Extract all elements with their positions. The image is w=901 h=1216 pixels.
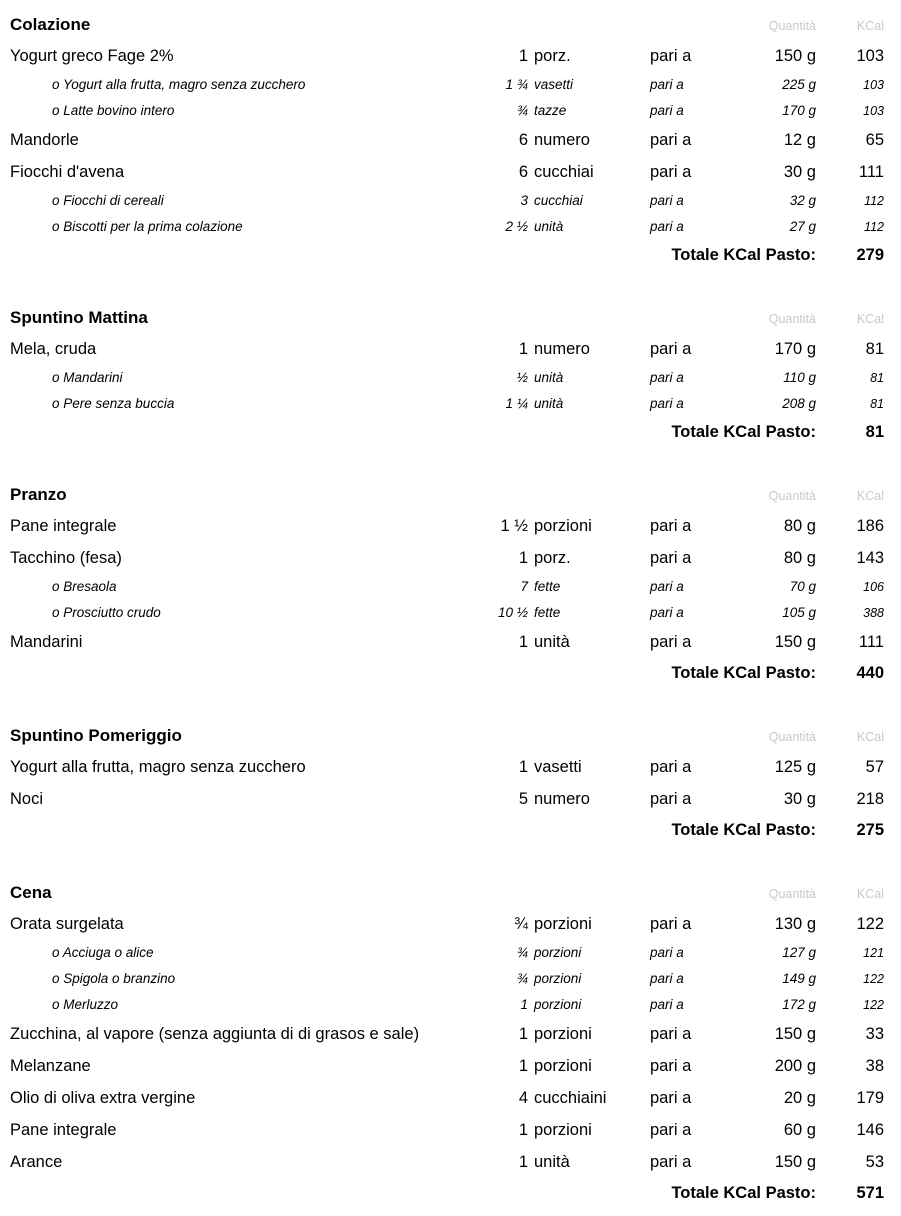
- food-row: [0, 1114, 901, 1146]
- alternative-name: o Prosciutto crudo: [52, 605, 161, 620]
- food-alternative-row: [0, 966, 901, 992]
- food-kcal: 122: [856, 915, 884, 933]
- food-alternative-row: [0, 574, 901, 600]
- food-grams: 80 g: [783, 549, 816, 567]
- food-unit: unità: [534, 633, 570, 651]
- meal-header-row: [0, 303, 901, 333]
- alternative-name: o Latte bovino intero: [52, 103, 175, 118]
- food-quantity: 1: [518, 1025, 528, 1043]
- meal-header-row: [0, 10, 901, 40]
- food-row: [0, 1082, 901, 1114]
- food-alternative-row: [0, 940, 901, 966]
- meal-total-label: Totale KCal Pasto:: [671, 1184, 816, 1202]
- equals-label: pari a: [650, 790, 692, 808]
- alternative-kcal: 388: [863, 606, 884, 620]
- food-alternative-row: [0, 188, 901, 214]
- food-row: [0, 751, 901, 783]
- food-quantity: 4: [518, 1089, 528, 1107]
- alternative-kcal: 81: [870, 371, 884, 385]
- alternative-unit: porzioni: [534, 997, 582, 1012]
- food-unit: numero: [534, 340, 590, 358]
- food-alternative-row: [0, 600, 901, 626]
- food-quantity: 6: [518, 131, 528, 149]
- alternative-quantity: 7: [520, 579, 528, 594]
- alternative-name: o Yogurt alla frutta, magro senza zucchero: [52, 77, 306, 92]
- alternative-quantity: 1 ¼: [505, 396, 528, 411]
- food-name: Pane integrale: [10, 517, 117, 535]
- equals-label: pari a: [650, 103, 684, 118]
- meal-total-value: 275: [856, 821, 884, 839]
- meal-title: Colazione: [10, 15, 91, 34]
- food-name: Yogurt alla frutta, magro senza zucchero: [10, 758, 306, 776]
- equals-label: pari a: [650, 1089, 692, 1107]
- alternative-unit: fette: [534, 579, 561, 594]
- meal-total-label: Totale KCal Pasto:: [671, 423, 816, 441]
- meal-total-row: [0, 417, 901, 455]
- food-name: Yogurt greco Fage 2%: [10, 47, 174, 65]
- equals-label: pari a: [650, 633, 692, 651]
- alternative-unit: unità: [534, 370, 564, 385]
- food-quantity: 1: [518, 549, 528, 567]
- alternative-kcal: 106: [863, 580, 884, 594]
- alternative-grams: 32 g: [789, 193, 816, 208]
- equals-label: pari a: [650, 517, 692, 535]
- equals-label: pari a: [650, 219, 684, 234]
- food-name: Melanzane: [10, 1057, 91, 1075]
- food-quantity: 1: [518, 1057, 528, 1075]
- column-header-quantita: Quantità: [768, 312, 816, 326]
- meal-title: Spuntino Mattina: [10, 308, 148, 327]
- meal-total-row: [0, 1178, 901, 1216]
- food-kcal: 57: [865, 758, 884, 776]
- food-unit: porz.: [534, 549, 571, 567]
- food-row: [0, 124, 901, 156]
- meal-total-value: 81: [865, 423, 884, 441]
- alternative-grams: 127 g: [782, 945, 816, 960]
- food-row: [0, 542, 901, 574]
- alternative-quantity: ¾: [516, 103, 528, 118]
- alternative-grams: 170 g: [782, 103, 816, 118]
- food-alternative-row: [0, 98, 901, 124]
- food-name: Mandarini: [10, 633, 83, 651]
- food-grams: 150 g: [774, 633, 816, 651]
- equals-label: pari a: [650, 396, 684, 411]
- column-header-kcal: KCal: [856, 312, 884, 326]
- alternative-kcal: 103: [863, 104, 884, 118]
- food-grams: 80 g: [783, 517, 816, 535]
- alternative-kcal: 112: [864, 220, 884, 234]
- food-kcal: 146: [856, 1121, 884, 1139]
- alternative-quantity: ¾: [516, 945, 528, 960]
- food-alternative-row: [0, 391, 901, 417]
- food-unit: porz.: [534, 47, 571, 65]
- food-name: Tacchino (fesa): [10, 549, 122, 567]
- alternative-kcal: 81: [870, 397, 884, 411]
- alternative-kcal: 103: [863, 78, 884, 92]
- column-header-kcal: KCal: [856, 19, 884, 33]
- food-alternative-row: [0, 992, 901, 1018]
- meal-title: Spuntino Pomeriggio: [10, 726, 182, 745]
- meal-section: [0, 303, 901, 455]
- food-quantity: 1: [518, 340, 528, 358]
- food-grams: 150 g: [774, 47, 816, 65]
- food-name: Mela, cruda: [10, 340, 97, 358]
- food-unit: cucchiai: [534, 163, 594, 181]
- meal-title: Cena: [10, 883, 52, 902]
- food-row: [0, 1050, 901, 1082]
- equals-label: pari a: [650, 1153, 692, 1171]
- equals-label: pari a: [650, 340, 692, 358]
- food-unit: porzioni: [534, 517, 592, 535]
- food-alternative-row: [0, 72, 901, 98]
- equals-label: pari a: [650, 971, 684, 986]
- food-name: Pane integrale: [10, 1121, 117, 1139]
- column-header-quantita: Quantità: [768, 489, 816, 503]
- food-grams: 150 g: [774, 1025, 816, 1043]
- meal-total-row: [0, 658, 901, 696]
- food-unit: porzioni: [534, 1025, 592, 1043]
- alternative-grams: 208 g: [782, 396, 816, 411]
- alternative-unit: cucchiai: [534, 193, 583, 208]
- alternative-quantity: 1: [520, 997, 528, 1012]
- food-grams: 30 g: [783, 163, 816, 181]
- equals-label: pari a: [650, 579, 684, 594]
- food-quantity: 1: [518, 1121, 528, 1139]
- alternative-name: o Bresaola: [52, 579, 117, 594]
- food-unit: porzioni: [534, 915, 592, 933]
- alternative-unit: fette: [534, 605, 561, 620]
- alternative-quantity: 2 ½: [505, 219, 528, 234]
- alternative-unit: vasetti: [534, 77, 574, 92]
- column-header-kcal: KCal: [856, 489, 884, 503]
- alternative-grams: 27 g: [789, 219, 816, 234]
- food-quantity: 1: [518, 1153, 528, 1171]
- alternative-name: o Mandarini: [52, 370, 123, 385]
- equals-label: pari a: [650, 758, 692, 776]
- food-kcal: 186: [856, 517, 884, 535]
- meal-section: [0, 721, 901, 853]
- alternative-unit: porzioni: [534, 945, 582, 960]
- food-name: Orata surgelata: [10, 915, 124, 933]
- meal-total-value: 440: [856, 664, 884, 682]
- food-kcal: 81: [865, 340, 884, 358]
- food-grams: 125 g: [774, 758, 816, 776]
- food-kcal: 111: [858, 633, 884, 651]
- meal-section: [0, 878, 901, 1216]
- alternative-name: o Merluzzo: [52, 997, 119, 1012]
- food-unit: porzioni: [534, 1057, 592, 1075]
- alternative-unit: porzioni: [534, 971, 582, 986]
- column-header-kcal: KCal: [856, 730, 884, 744]
- alternative-quantity: 10 ½: [497, 605, 528, 620]
- food-grams: 60 g: [783, 1121, 816, 1139]
- column-header-kcal: KCal: [856, 887, 884, 901]
- alternative-unit: unità: [534, 219, 564, 234]
- meal-section: [0, 10, 901, 278]
- food-row: [0, 1146, 901, 1178]
- food-quantity: 1: [518, 47, 528, 65]
- alternative-grams: 70 g: [789, 579, 816, 594]
- food-kcal: 179: [856, 1089, 884, 1107]
- food-kcal: 65: [865, 131, 884, 149]
- alternative-quantity: ¾: [516, 971, 528, 986]
- food-alternative-row: [0, 365, 901, 391]
- food-name: Fiocchi d'avena: [10, 163, 125, 181]
- food-kcal: 103: [856, 47, 884, 65]
- food-name: Noci: [10, 790, 44, 808]
- food-row: [0, 1018, 901, 1050]
- food-grams: 150 g: [774, 1153, 816, 1171]
- meal-header-row: [0, 721, 901, 751]
- equals-label: pari a: [650, 1025, 692, 1043]
- equals-label: pari a: [650, 163, 692, 181]
- alternative-quantity: 1 ¾: [505, 77, 528, 92]
- food-alternative-row: [0, 214, 901, 240]
- equals-label: pari a: [650, 605, 684, 620]
- equals-label: pari a: [650, 1057, 692, 1075]
- food-kcal: 218: [856, 790, 884, 808]
- food-row: [0, 908, 901, 940]
- alternative-grams: 149 g: [782, 971, 816, 986]
- food-grams: 130 g: [774, 915, 816, 933]
- equals-label: pari a: [650, 370, 684, 385]
- food-grams: 200 g: [774, 1057, 816, 1075]
- meal-total-label: Totale KCal Pasto:: [671, 821, 816, 839]
- meal-header-row: [0, 480, 901, 510]
- food-quantity: 5: [518, 790, 528, 808]
- food-unit: unità: [534, 1153, 570, 1171]
- food-name: Olio di oliva extra vergine: [10, 1089, 196, 1107]
- equals-label: pari a: [650, 131, 692, 149]
- alternative-quantity: ½: [516, 370, 528, 385]
- meal-header-row: [0, 878, 901, 908]
- food-quantity: 1: [518, 633, 528, 651]
- food-grams: 30 g: [783, 790, 816, 808]
- equals-label: pari a: [650, 915, 692, 933]
- equals-label: pari a: [650, 47, 692, 65]
- food-unit: vasetti: [534, 758, 582, 776]
- alternative-name: o Fiocchi di cereali: [52, 193, 164, 208]
- food-row: [0, 783, 901, 815]
- equals-label: pari a: [650, 77, 684, 92]
- column-header-quantita: Quantità: [768, 887, 816, 901]
- food-row: [0, 510, 901, 542]
- food-quantity: ¾: [514, 915, 528, 933]
- equals-label: pari a: [650, 997, 684, 1012]
- equals-label: pari a: [650, 193, 684, 208]
- food-row: [0, 40, 901, 72]
- equals-label: pari a: [650, 945, 684, 960]
- food-grams: 20 g: [783, 1089, 816, 1107]
- food-grams: 12 g: [783, 131, 816, 149]
- food-row: [0, 626, 901, 658]
- food-grams: 170 g: [774, 340, 816, 358]
- meal-section: [0, 480, 901, 696]
- alternative-name: o Spigola o branzino: [52, 971, 176, 986]
- food-row: [0, 156, 901, 188]
- alternative-kcal: 122: [863, 972, 884, 986]
- alternative-grams: 105 g: [782, 605, 816, 620]
- alternative-grams: 172 g: [782, 997, 816, 1012]
- meal-total-value: 571: [856, 1184, 884, 1202]
- food-unit: numero: [534, 131, 590, 149]
- column-header-quantita: Quantità: [768, 19, 816, 33]
- food-kcal: 38: [865, 1057, 884, 1075]
- food-quantity: 1: [518, 758, 528, 776]
- food-name: Zucchina, al vapore (senza aggiunta di di grasos e sale): [10, 1025, 420, 1043]
- alternative-name: o Biscotti per la prima colazione: [52, 219, 243, 234]
- alternative-name: o Pere senza buccia: [52, 396, 175, 411]
- alternative-unit: unità: [534, 396, 564, 411]
- equals-label: pari a: [650, 1121, 692, 1139]
- food-quantity: 6: [518, 163, 528, 181]
- alternative-unit: tazze: [534, 103, 567, 118]
- food-unit: cucchiaini: [534, 1089, 607, 1107]
- meal-total-label: Totale KCal Pasto:: [671, 246, 816, 264]
- column-header-quantita: Quantità: [768, 730, 816, 744]
- food-quantity: 1 ½: [500, 517, 528, 535]
- alternative-name: o Acciuga o alice: [52, 945, 154, 960]
- alternative-kcal: 121: [863, 946, 884, 960]
- alternative-kcal: 112: [864, 194, 884, 208]
- meal-total-value: 279: [856, 246, 884, 264]
- meal-total-label: Totale KCal Pasto:: [671, 664, 816, 682]
- food-kcal: 33: [865, 1025, 884, 1043]
- food-kcal: 53: [865, 1153, 884, 1171]
- meal-title: Pranzo: [10, 485, 67, 504]
- food-kcal: 111: [858, 163, 884, 181]
- food-name: Mandorle: [10, 131, 79, 149]
- food-name: Arance: [10, 1153, 63, 1171]
- meal-total-row: [0, 815, 901, 853]
- food-kcal: 143: [856, 549, 884, 567]
- meal-total-row: [0, 240, 901, 278]
- food-row: [0, 333, 901, 365]
- food-unit: porzioni: [534, 1121, 592, 1139]
- alternative-kcal: 122: [863, 998, 884, 1012]
- alternative-grams: 110 g: [783, 370, 816, 385]
- food-unit: numero: [534, 790, 590, 808]
- equals-label: pari a: [650, 549, 692, 567]
- alternative-quantity: 3: [520, 193, 528, 208]
- alternative-grams: 225 g: [782, 77, 816, 92]
